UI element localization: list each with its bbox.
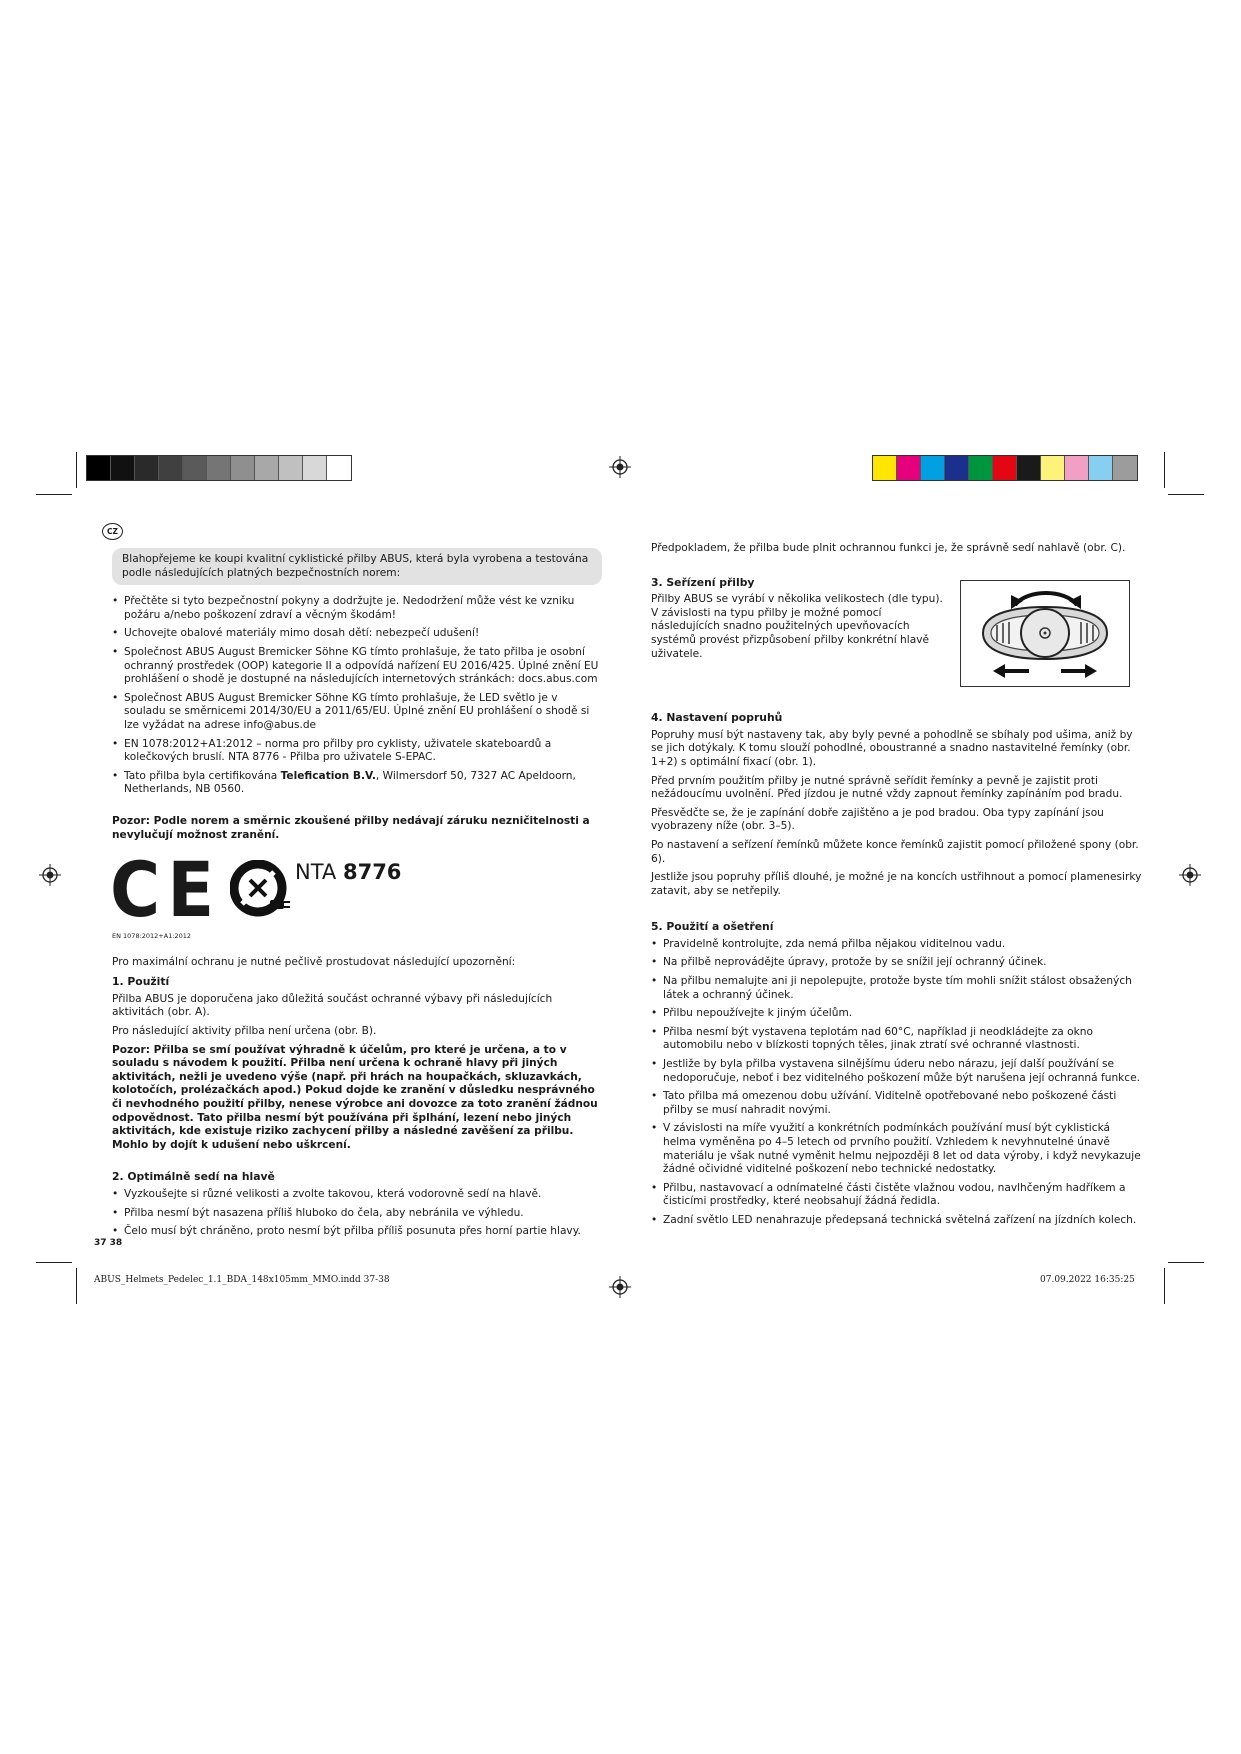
cert-prefix: Tato přilba byla certifikována bbox=[124, 769, 281, 782]
section-title-adjust: 3. Seřízení přilby bbox=[651, 575, 755, 589]
list-item: • Společnost ABUS August Bremicker Söhne KG tímto prohlašuje, že LED světlo je v souladu se směrnicemi 2014/30/EU a 2011/65/EU. Úplné znění EU prohlášení o shodě si lze vyžádat na adrese info@abus.de bbox=[112, 692, 602, 733]
straps-paragraph: Přesvědčte se, že je zapínání dobře zajištěno a je pod bradou. Oba typy zapínání jsou vyobrazeny níže (obr. 3–5). bbox=[651, 806, 1104, 833]
page-number: 37 38 bbox=[94, 1238, 123, 1248]
color-swatch bbox=[159, 456, 183, 480]
color-swatch bbox=[993, 456, 1017, 480]
cmyk-color-bar bbox=[872, 455, 1138, 481]
cert-suffix: , Wilmersdorf 50, 7327 AC Apeldoorn, Netherlands, NB 0560. bbox=[124, 769, 576, 796]
crop-mark bbox=[1168, 1262, 1204, 1263]
list-item: • Přilbu nepoužívejte k jiným účelům. bbox=[651, 1007, 1146, 1021]
crop-mark bbox=[36, 1262, 72, 1263]
footer-file-info: ABUS_Helmets_Pedelec_1.1_BDA_148x105mm_MMO.indd 37-38 bbox=[94, 1275, 390, 1285]
footer-date: 07.09.2022 16:35:25 bbox=[1040, 1275, 1135, 1285]
list-item: • EN 1078:2012+A1:2012 – norma pro přilby pro cyklisty, uživatele skateboardů a kolečkových bruslí. NTA 8776 - Přilba pro uživatele S-EPAC. bbox=[112, 738, 602, 765]
registration-mark-icon bbox=[39, 864, 61, 886]
safety-list bbox=[112, 595, 602, 797]
color-swatch bbox=[921, 456, 945, 480]
color-swatch bbox=[969, 456, 993, 480]
color-swatch bbox=[135, 456, 159, 480]
helmet-adjuster-figure bbox=[960, 580, 1130, 687]
left-column bbox=[112, 548, 602, 1244]
nta-number: 8776 bbox=[342, 860, 402, 885]
list-item: • Společnost ABUS August Bremicker Söhne KG tímto prohlašuje, že tato přilba je osobní ochranný prostředek (OOP) kategorie II a odpovídá nařízení EU 2016/425. Úplné znění EU prohlášení o shodě je dostupné na následujících internetových stránkách: docs.abus.com bbox=[112, 646, 602, 687]
crop-mark bbox=[76, 1268, 77, 1304]
section-title-fit: 2. Optimálně sedí na hlavě bbox=[112, 1170, 275, 1184]
intro-box bbox=[112, 548, 602, 585]
cert-body: Telefication B.V. bbox=[280, 769, 376, 782]
color-swatch bbox=[207, 456, 231, 480]
color-swatch bbox=[1089, 456, 1113, 480]
list-item: • Přilba nesmí být nasazena příliš hluboko do čela, aby nebránila ve výhledu. bbox=[112, 1207, 602, 1221]
list-item: • Čelo musí být chráněno, proto nesmí být přilba příliš posunuta přes horní partie hlavy. bbox=[112, 1225, 602, 1239]
usage-paragraph: Pro následující aktivity přilba není určena (obr. B). bbox=[112, 1025, 377, 1038]
list-item: • Zadní světlo LED nenahrazuje předepsaná technická světelná zařízení na jízdních kolech. bbox=[651, 1214, 1146, 1228]
nta-prefix: NTA bbox=[295, 860, 337, 885]
color-swatch bbox=[1017, 456, 1041, 480]
color-swatch bbox=[1041, 456, 1065, 480]
usage-paragraph: Přilba ABUS je doporučena jako důležitá součást ochranné výbavy při následujících aktivitách (obr. A). bbox=[112, 992, 553, 1019]
list-item: • Na přilbě neprovádějte úpravy, protože by se snížil její ochranný účinek. bbox=[651, 956, 1146, 970]
list-item: • Tato přilba má omezenou dobu užívání. Viditelně opotřebované nebo poškozené části přilby se musí nahradit novými. bbox=[651, 1090, 1146, 1117]
crop-mark bbox=[1164, 1268, 1165, 1304]
list-item: • Jestliže by byla přilba vystavena silnějšímu úderu nebo nárazu, její další používání se nedoporučuje, neboť i bez viditelného poškození může být narušena její ochranná funkce. bbox=[651, 1058, 1146, 1085]
list-item bbox=[112, 770, 602, 797]
color-swatch bbox=[897, 456, 921, 480]
warning-text: Pozor: Podle norem a směrnic zkoušené přilby nedávají záruku nezničitelnosti a nevylučují možnost zranění. bbox=[112, 814, 590, 841]
max-protection-text: Pro maximální ochranu je nutné pečlivě prostudovat následující upozornění: bbox=[112, 955, 516, 968]
ce-mark: CE bbox=[110, 845, 222, 935]
list-item: • Pravidelně kontrolujte, zda nemá přilba nějakou viditelnou vadu. bbox=[651, 938, 1146, 952]
section-title-care: 5. Použití a ošetření bbox=[651, 920, 774, 934]
list-item: • Přilbu, nastavovací a odnímatelné části čistěte vlažnou vodou, navlhčeným hadříkem a čisticími prostředky, které neobsahují žádná ředidla. bbox=[651, 1182, 1146, 1209]
section-title-usage: 1. Použití bbox=[112, 975, 170, 989]
crop-mark bbox=[76, 452, 77, 488]
fit-list bbox=[112, 1188, 602, 1239]
color-swatch bbox=[279, 456, 303, 480]
language-badge: CZ bbox=[102, 523, 123, 540]
registration-mark-icon bbox=[609, 456, 631, 478]
list-item: • Na přilbu nemalujte ani ji nepolepujte, protože byste tím mohli snížit stálost obsažených látek a ochranný účinek. bbox=[651, 975, 1146, 1002]
section-title-straps: 4. Nastavení popruhů bbox=[651, 711, 783, 725]
color-swatch bbox=[303, 456, 327, 480]
list-item: • V závislosti na míře využití a konkrétních podmínkách používání musí být cyklistická helma vyměněna po 4–5 letech od prvního použití. Vzhledem k nevyhnutelné únavě materiálu je však nutné vyměnit helmu nejpozději 8 let od data výroby, i když nevykazuje žádné očividné viditelné poškození nebo technické nedostatky. bbox=[651, 1122, 1146, 1176]
color-swatch bbox=[255, 456, 279, 480]
usage-warning: Pozor: Přilba se smí používat výhradně k účelům, pro které je určena, a to v souladu s návodem k použití. Přilba není určena k ochraně hlavy při jiných aktivitách, nežli je uvedeno výše (např. při hrách na houpačkách, skluzavkách, kolotočích, prolézačkách apod.) Pokud dojde ke zranění v důsledku nesprávného či nevhodného použití přilby, nenese výrobce ani dovozce za toto zranění žádnou odpovědnost. Tato přilba nesmí být používána při šplhání, lezení nebo jiných aktivitách, kde existuje riziko zachycení přilby a následné zavěšení za přilbu. Mohlo by dojít k udušení nebo uškrcení. bbox=[112, 1043, 598, 1151]
grayscale-color-bar bbox=[86, 455, 352, 481]
en-standard-mark: EN 1078:2012+A1:2012 bbox=[112, 932, 192, 941]
color-swatch bbox=[231, 456, 255, 480]
list-item: • Uchovejte obalové materiály mimo dosah dětí: nebezpečí udušení! bbox=[112, 627, 602, 641]
color-swatch bbox=[1065, 456, 1089, 480]
certification-logos bbox=[110, 845, 602, 935]
registration-mark-icon bbox=[609, 1276, 631, 1298]
crop-mark bbox=[36, 494, 72, 495]
straps-paragraph: Po nastavení a seřízení řemínků můžete konce řemínků zajistit pomocí přiložené spony (obr. 6). bbox=[651, 838, 1139, 865]
color-swatch bbox=[873, 456, 897, 480]
color-swatch bbox=[87, 456, 111, 480]
intro-text: Blahopřejeme ke koupi kvalitní cyklistické přilby ABUS, která byla vyrobena a testována podle následujících platných bezpečnostních norem: bbox=[122, 553, 589, 579]
color-swatch bbox=[183, 456, 207, 480]
straps-paragraph: Popruhy musí být nastaveny tak, aby byly pevné a pohodlně se sbíhaly pod ušima, aniž by se jich dotýkaly. K tomu slouží pohodlné, oboustranné a snadno nastavitelné řemínky (obr. 1+2) s optimální fixací (obr. 1). bbox=[651, 728, 1133, 768]
registration-mark-icon bbox=[1179, 864, 1201, 886]
care-list bbox=[651, 938, 1146, 1228]
straps-paragraph: Jestliže jsou popruhy příliš dlouhé, je možné je na koncích ustřihnout a pomocí plamenesirky zatavit, aby se netřepily. bbox=[651, 871, 1142, 897]
helmet-adjuster-icon bbox=[961, 581, 1129, 686]
straps-paragraph: Před prvním použitím přilby je nutné správně seřídit řemínky a pevně je zajistit proti nežádoucímu uvolnění. Před jízdou je nutné vždy zapnout řemínky zapínáním pod bradu. bbox=[651, 774, 1123, 801]
nta-label bbox=[295, 860, 402, 885]
color-swatch bbox=[1113, 456, 1137, 480]
right-intro: Předpokladem, že přilba bude plnit ochrannou funkci je, že správně sedí nahlavě (obr. C). bbox=[651, 542, 1126, 554]
crop-mark bbox=[1164, 452, 1165, 488]
adjust-paragraph: Přilby ABUS se vyrábí v několika velikostech (dle typu). V závislosti na typu přilby je možné pomocí následujících snadno použitelných upevňovacích systémů provést přizpůsobení přilby konkrétní hlavě uživatele. bbox=[651, 593, 943, 660]
list-item: • Přečtěte si tyto bezpečnostní pokyny a dodržujte je. Nedodržení může vést ke vzniku požáru a/nebo poškození zdraví a věcným škodám! bbox=[112, 595, 602, 622]
list-item: • Přilba nesmí být vystavena teplotám nad 60°C, například ji neodkládejte za okno automobilu nebo v blízkosti topných těles, jinak ztratí své ochranné vlastnosti. bbox=[651, 1026, 1146, 1053]
color-swatch bbox=[111, 456, 135, 480]
crop-mark bbox=[1168, 494, 1204, 495]
pedelec-logo-icon bbox=[230, 860, 292, 920]
color-swatch bbox=[945, 456, 969, 480]
color-swatch bbox=[327, 456, 351, 480]
list-item: • Vyzkoušejte si různé velikosti a zvolte takovou, která vodorovně sedí na hlavě. bbox=[112, 1188, 602, 1202]
